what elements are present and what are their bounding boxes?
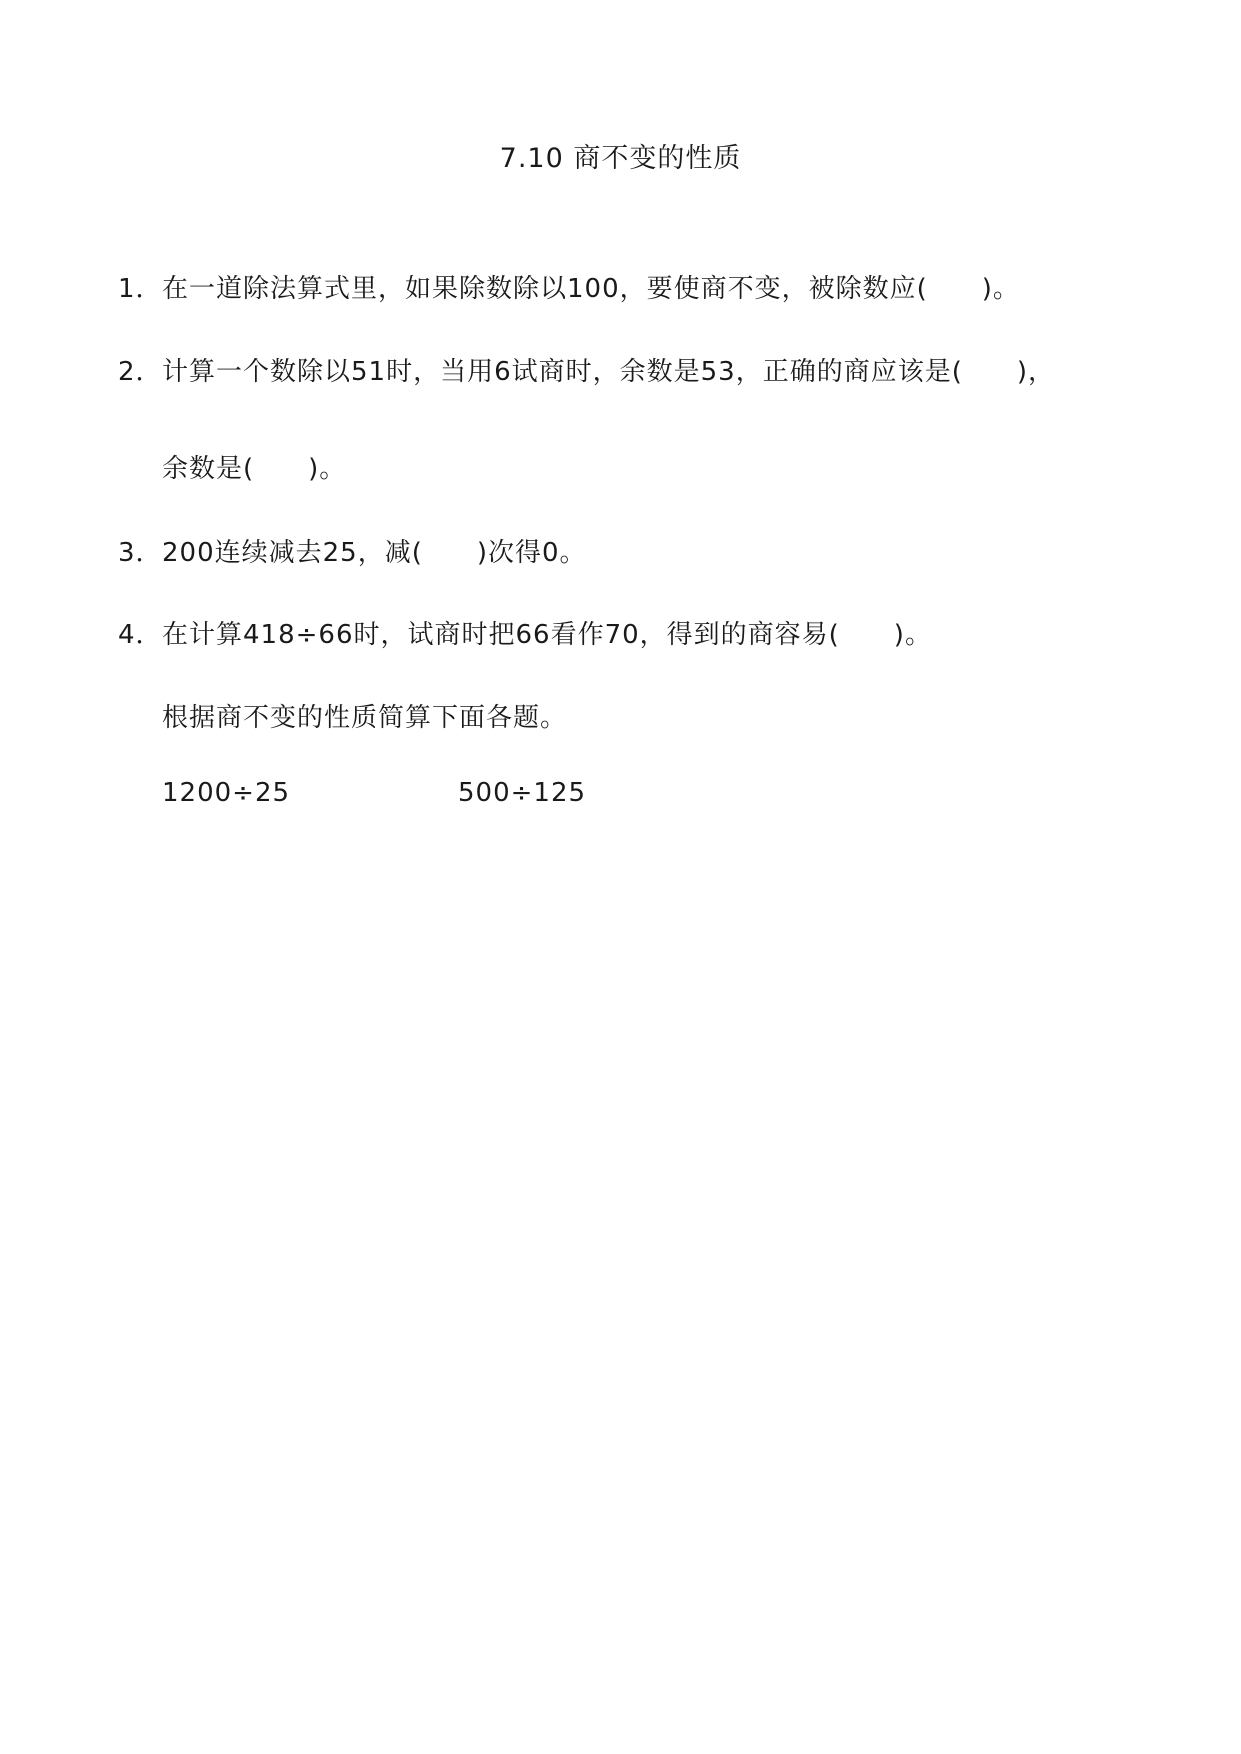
question-text: 在一道除法算式里，如果除数除以100，要使商不变，被除数应( )。 (162, 274, 1020, 304)
question-text: 200连续减去25，减( )次得0。 (162, 538, 587, 568)
worksheet-title: 7.10 商不变的性质 (499, 143, 742, 174)
instruction-text: 根据商不变的性质简算下面各题。 (162, 703, 568, 733)
question-number: 2． (118, 357, 163, 387)
expression: 1200÷25 (162, 778, 291, 808)
question-text: 计算一个数除以51时，当用6试商时，余数是53，正确的商应该是( )， (162, 357, 1055, 387)
question-number: 3． (118, 538, 163, 568)
expression: 500÷125 (458, 778, 587, 808)
question-number: 4． (118, 620, 163, 650)
question-2-continuation: 余数是( )。 (162, 454, 347, 484)
question-4 (118, 614, 932, 651)
question-1 (118, 268, 1020, 305)
question-text: 在计算418÷66时，试商时把66看作70，得到的商容易( )。 (162, 620, 932, 650)
question-3 (118, 532, 587, 569)
question-2 (118, 351, 1055, 388)
expression-row (162, 778, 587, 808)
question-number: 1． (118, 274, 163, 304)
